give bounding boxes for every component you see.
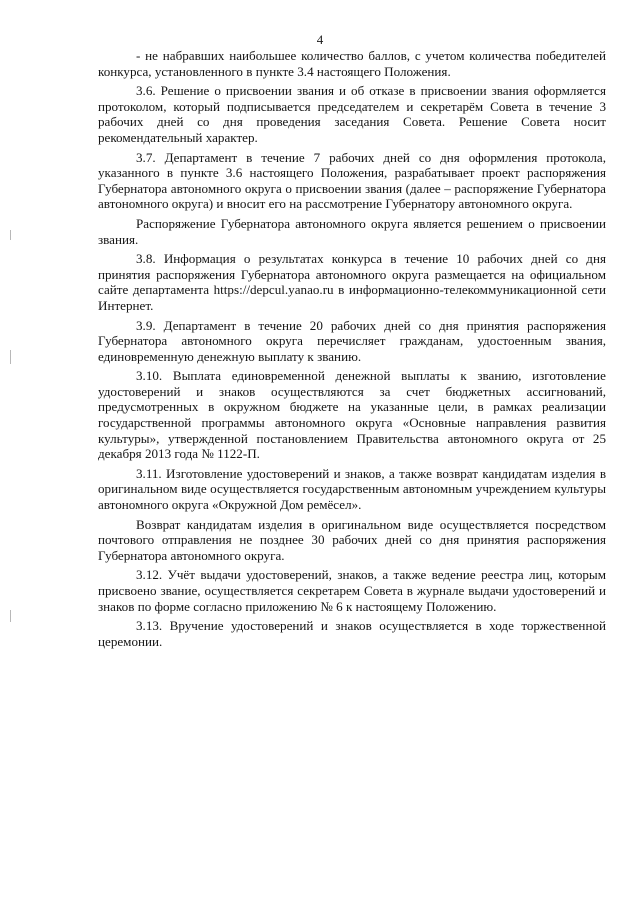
paragraph-list-continuation: - не набравших наибольшее количество баллов, с учетом количества победителей конкурса, установленного в пункте 3.4 настоящего Положения. xyxy=(98,48,606,79)
paragraph-3-6: 3.6. Решение о присвоении звания и об отказе в присвоении звания оформляется протоколом, который подписывается председателем и секретарём Совета в течение 3 рабочих дней со дня проведения заседания Совета. Решение Совета носит рекомендательный характер. xyxy=(98,83,606,145)
paragraph-3-13: 3.13. Вручение удостоверений и знаков осуществляется в ходе торжественной церемонии. xyxy=(98,618,606,649)
paragraph-3-11-return: Возврат кандидатам изделия в оригинальном виде осуществляется посредством почтового отправления не позднее 30 рабочих дней со дня принятия распоряжения Губернатора автономного округа. xyxy=(98,516,606,563)
paragraph-3-12: 3.12. Учёт выдачи удостоверений, знаков, а также ведение реестра лиц, которым присвоено звание, осуществляется секретарем Совета в журнале выдачи удостоверений и знаков по форме согласно приложению № 6 к настоящему Положению. xyxy=(98,567,606,614)
paragraph-3-9: 3.9. Департамент в течение 20 рабочих дней со дня принятия распоряжения Губернатора автономного округа перечисляет гражданам, удостоенным звания, единовременную денежную выплату к званию. xyxy=(98,317,606,364)
scan-margin-mark xyxy=(10,350,11,364)
document-body xyxy=(98,48,606,649)
paragraph-3-11: 3.11. Изготовление удостоверений и знаков, а также возврат кандидатам изделия в оригинальном виде осуществляется государственным автономным учреждением культуры автономного округа «Окружной Дом ремёсел». xyxy=(98,465,606,513)
scan-margin-mark xyxy=(10,610,11,622)
paragraph-3-7: 3.7. Департамент в течение 7 рабочих дней со дня оформления протокола, указанного в пункте 3.6 настоящего Положения, разрабатывает проект распоряжения Губернатора автономного округа о присвоении звания (далее – распоряжение Губернатора автономного округа) и вносит его на рассмотрение Губернатору автономного округа. xyxy=(98,149,606,212)
paragraph-3-7-decision: Распоряжение Губернатора автономного округа является решением о присвоении звания. xyxy=(98,215,606,247)
page-number: 4 xyxy=(316,32,324,47)
paragraph-3-8: 3.8. Информация о результатах конкурса в течение 10 рабочих дней со дня принятия распоряжения Губернатора автономного округа размещается на официальном сайте департамента https://depcul.yanao.ru в информационно-телекоммуникационной сети Интернет. xyxy=(98,251,606,313)
paragraph-3-10: 3.10. Выплата единовременной денежной выплаты к званию, изготовление удостоверений и знаков осуществляются за счет бюджетных ассигнований, предусмотренных в окружном бюджете на указанные цели, в рамках реализации государственной программы автономного округа «Основные направления развития культуры», утвержденной постановлением Правительства автономного округа от 25 декабря 2013 года № 1122-П. xyxy=(98,368,606,462)
scan-margin-mark xyxy=(10,230,11,240)
